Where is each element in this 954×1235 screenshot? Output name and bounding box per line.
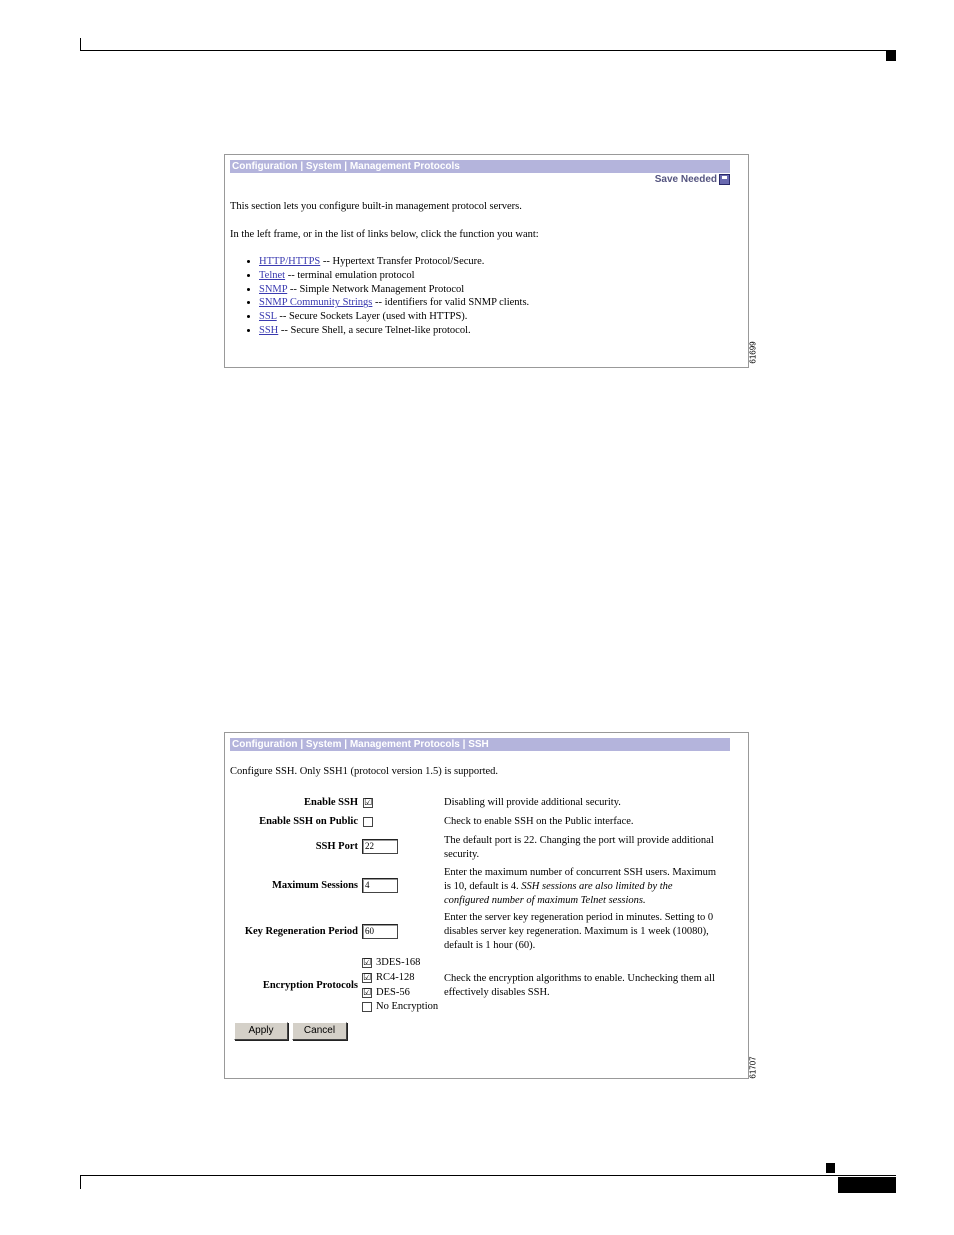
help-line xyxy=(444,894,729,908)
key-regen-input[interactable]: 60 xyxy=(362,924,398,939)
help-line: effectively disables SSH. xyxy=(444,987,550,998)
header-rule xyxy=(80,50,896,51)
breadcrumb: Configuration | System | Management Protocols | SSH xyxy=(230,738,730,751)
link-description: -- identifiers for valid SNMP clients. xyxy=(372,297,530,309)
encryption-option-label: RC4-128 xyxy=(376,972,415,983)
figure-id: 61699 xyxy=(748,341,758,364)
enable-public-help: Check to enable SSH on the Public interface. xyxy=(444,816,634,827)
help-line: The default port is 22. Changing the port will provide additional xyxy=(444,835,714,846)
encryption-option[interactable] xyxy=(362,957,420,968)
footer-rule xyxy=(80,1175,896,1176)
encryption-option-label: No Encryption xyxy=(376,1001,439,1012)
save-needed-link[interactable] xyxy=(655,174,730,185)
breadcrumb: Configuration | System | Management Protocols xyxy=(230,160,730,173)
ssh-port-help xyxy=(444,834,729,862)
max-sessions-help xyxy=(444,866,729,908)
key-regen-help xyxy=(444,911,729,953)
encryption-label: Encryption Protocols xyxy=(262,980,358,991)
intro-text: This section lets you configure built-in management protocol servers. xyxy=(230,201,522,212)
enable-ssh-label: Enable SSH xyxy=(304,797,358,808)
help-line: disables server key regeneration. Maximum is 1 week (10080), xyxy=(444,926,709,937)
protocol-link-list xyxy=(245,255,529,338)
intro-text: Configure SSH. Only SSH1 (protocol version 1.5) is supported. xyxy=(230,766,499,777)
ssh-settings-screenshot xyxy=(224,732,758,1079)
list-item xyxy=(259,324,529,338)
max-sessions-label: Maximum Sessions xyxy=(271,880,358,891)
save-disk-icon[interactable] xyxy=(719,174,730,185)
list-item xyxy=(259,296,529,310)
encryption-help xyxy=(444,972,729,1000)
help-line: Enter the maximum number of concurrent SSH users. Maximum xyxy=(444,867,717,878)
link-description: -- terminal emulation protocol xyxy=(285,269,415,281)
list-item xyxy=(259,310,529,324)
link-telnet[interactable]: Telnet xyxy=(259,269,286,281)
encryption-option[interactable] xyxy=(362,972,415,983)
apply-button[interactable]: Apply xyxy=(234,1022,288,1040)
encryption-checkbox[interactable] xyxy=(362,1002,372,1012)
help-line: Check the encryption algorithms to enable. Unchecking them all xyxy=(444,973,715,984)
footer-tick xyxy=(80,1176,81,1189)
cancel-button[interactable]: Cancel xyxy=(292,1022,347,1040)
link-ssl[interactable]: SSL xyxy=(259,311,277,323)
footer-marker xyxy=(826,1163,835,1173)
help-text-italic: SSH sessions are also limited by the xyxy=(521,881,673,892)
list-item xyxy=(259,255,529,269)
encryption-checkbox[interactable]: ☑ xyxy=(363,957,372,968)
header-marker xyxy=(886,51,896,61)
footer-page-block xyxy=(838,1177,896,1193)
ssh-port-input[interactable]: 22 xyxy=(362,839,398,854)
help-line: security. xyxy=(444,849,480,860)
enable-public-checkbox[interactable] xyxy=(363,817,373,827)
instruction-text: In the left frame, or in the list of links below, click the function you want: xyxy=(230,229,539,240)
max-sessions-input[interactable]: 4 xyxy=(362,878,398,893)
encryption-checkbox[interactable]: ☑ xyxy=(363,987,372,998)
link-snmp[interactable]: SNMP xyxy=(259,283,288,295)
link-description: -- Simple Network Management Protocol xyxy=(287,283,465,295)
management-protocols-screenshot xyxy=(224,154,758,368)
encryption-option-label: DES-56 xyxy=(376,987,410,998)
help-text-italic: configured number of maximum Telnet sessions. xyxy=(444,895,646,906)
encryption-option[interactable] xyxy=(362,1001,438,1012)
figure-id: 61707 xyxy=(748,1056,758,1079)
help-text: is 10, default is 4. xyxy=(444,881,522,892)
help-line: default is 1 hour (60). xyxy=(444,940,536,951)
save-needed-label: Save Needed xyxy=(654,174,717,185)
link-description: -- Secure Shell, a secure Telnet-like protocol. xyxy=(278,324,471,336)
help-line xyxy=(444,880,729,894)
link-description: -- Hypertext Transfer Protocol/Secure. xyxy=(320,256,485,267)
encryption-checkbox[interactable]: ☑ xyxy=(363,972,372,983)
encryption-option[interactable] xyxy=(362,987,410,998)
ssh-port-label: SSH Port xyxy=(315,841,358,852)
link-ssh[interactable]: SSH xyxy=(259,324,279,336)
list-item xyxy=(259,269,529,283)
link-snmp-community-strings[interactable]: SNMP Community Strings xyxy=(259,297,373,309)
help-line: Enter the server key regeneration period in minutes. Setting to 0 xyxy=(444,912,714,923)
encryption-option-label: 3DES-168 xyxy=(376,957,421,968)
enable-ssh-checkbox[interactable]: ☑ xyxy=(364,798,373,808)
link-description: -- Secure Sockets Layer (used with HTTPS). xyxy=(276,311,468,323)
list-item xyxy=(259,283,529,297)
enable-ssh-help: Disabling will provide additional security. xyxy=(444,797,621,808)
link-http-https[interactable]: HTTP/HTTPS xyxy=(259,256,321,267)
key-regen-label: Key Regeneration Period xyxy=(244,926,358,937)
enable-public-label: Enable SSH on Public xyxy=(259,816,358,827)
